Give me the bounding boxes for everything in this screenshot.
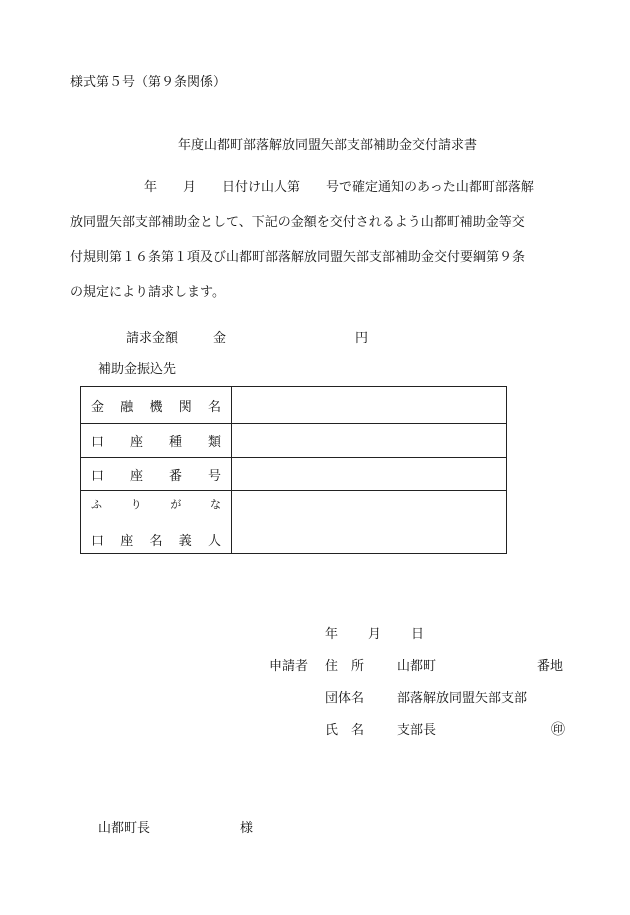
body-line-3: 付規則第１６条第１項及び山都町部落解放同盟矢部支部補助金交付要綱第９条 <box>70 250 526 265</box>
furigana-label: ふ り が な <box>91 497 221 511</box>
transfer-heading: 補助金振込先 <box>98 362 177 377</box>
table-row <box>81 387 507 424</box>
table-row <box>81 491 507 554</box>
account-type-field[interactable] <box>232 424 507 458</box>
document-title: 年度山都町部落解放同盟矢部支部補助金交付請求書 <box>178 138 478 153</box>
date-day: 日 <box>411 627 425 642</box>
account-holder-field[interactable] <box>232 491 507 554</box>
group-label: 団体名 <box>325 691 365 706</box>
address-label: 住 所 <box>325 659 365 674</box>
table-row <box>81 458 507 491</box>
date-year: 年 <box>325 627 339 642</box>
addressee-honorific: 様 <box>240 821 254 836</box>
table-row <box>81 424 507 458</box>
account-number-field[interactable] <box>232 458 507 491</box>
account-type-label: 口 座 種 類 <box>81 424 232 458</box>
amount-prefix: 金 <box>213 331 227 346</box>
seal-icon: ㊞ <box>551 722 565 738</box>
form-number: 様式第５号（第９条関係） <box>70 75 227 90</box>
body-line-4: の規定により請求します。 <box>70 285 225 300</box>
request-body-text <box>70 170 580 310</box>
name-label: 氏 名 <box>325 723 365 738</box>
account-holder-label: ふ り が な 口 座 名 義 人 <box>81 491 232 554</box>
name-value: 支部長 <box>397 723 437 738</box>
bank-transfer-table <box>80 386 507 554</box>
applicant-label: 申請者 <box>269 659 309 674</box>
address-value: 山都町 <box>397 659 437 674</box>
address-suffix: 番地 <box>537 659 564 674</box>
bank-name-field[interactable] <box>232 387 507 424</box>
group-value: 部落解放同盟矢部支部 <box>397 691 528 706</box>
bank-name-label: 金 融 機 関 名 <box>81 387 232 424</box>
addressee-name: 山都町長 <box>98 821 151 836</box>
amount-label: 請求金額 <box>126 331 179 346</box>
account-number-label: 口 座 番 号 <box>81 458 232 491</box>
amount-unit: 円 <box>355 331 369 346</box>
body-line-2: 放同盟矢部支部補助金として、下記の金額を交付されるよう山都町補助金等交 <box>70 215 525 230</box>
date-month: 月 <box>368 627 382 642</box>
body-line-1: 年 月 日付け山人第 号で確定通知のあった山都町部落解 <box>144 180 534 195</box>
